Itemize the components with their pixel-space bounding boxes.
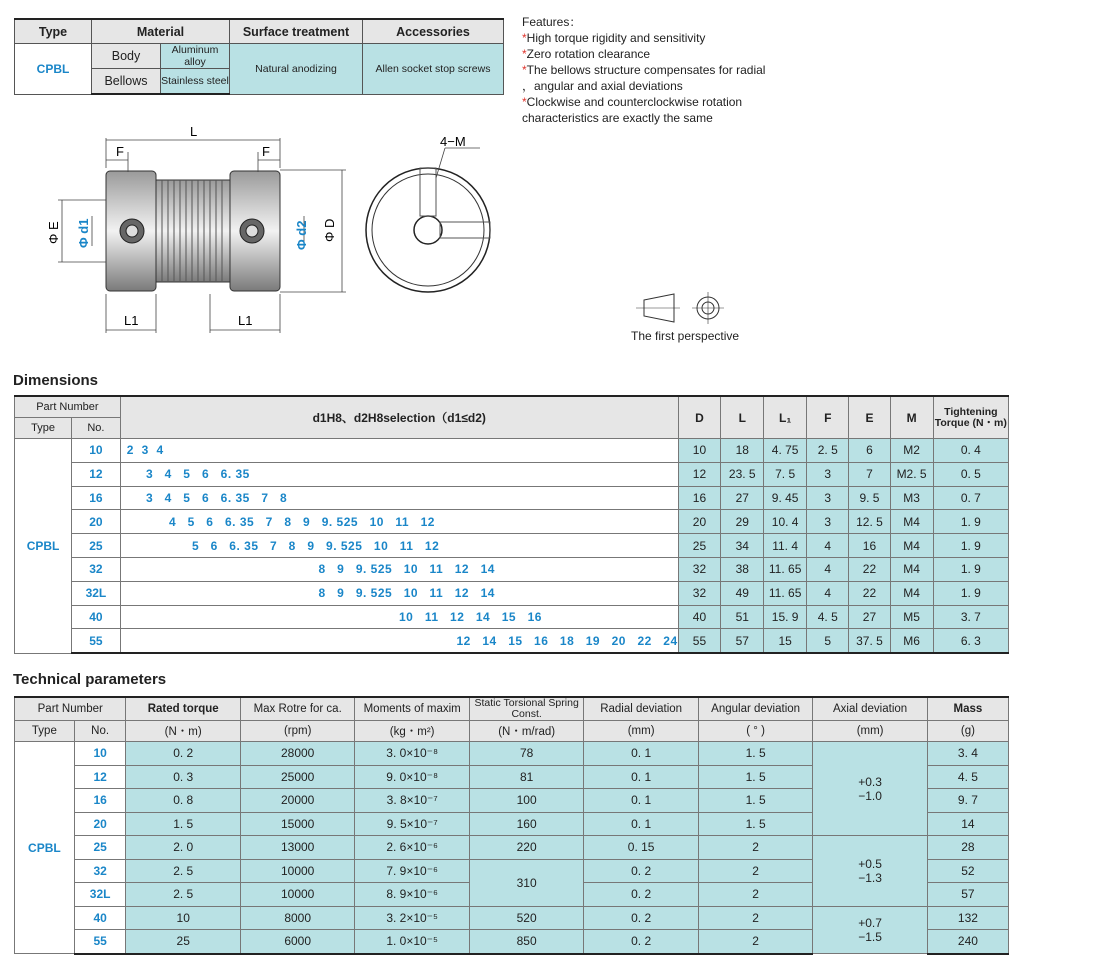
- dim-M: M3: [890, 486, 933, 510]
- part-number-header: Part Number: [15, 396, 121, 418]
- dim-M: M5: [890, 605, 933, 629]
- dim-T: 1. 9: [933, 557, 1008, 581]
- dimensions-table: [14, 395, 1009, 654]
- col-spring-top: Static Torsional Spring Const.: [469, 697, 583, 721]
- table-row: [15, 462, 1009, 486]
- dim-M: M4: [890, 581, 933, 605]
- max-rpm: 10000: [240, 859, 354, 883]
- table-row: [15, 486, 1009, 510]
- dim-D: 55: [678, 629, 721, 653]
- angular-deviation: 2: [698, 883, 812, 907]
- dim-L1: 4. 75: [764, 439, 807, 463]
- accessories-cell: Allen socket stop screws: [363, 44, 504, 95]
- dim-D: 32: [678, 557, 721, 581]
- dim-T: 1. 9: [933, 510, 1008, 534]
- label-d2: Φ d2: [294, 220, 309, 250]
- col-moment-unit: (kg・m²): [355, 721, 469, 742]
- spring-const: 78: [469, 742, 583, 766]
- dim-L: 49: [721, 581, 764, 605]
- radial-deviation: 0. 15: [584, 836, 698, 860]
- dim-L1: 15: [764, 629, 807, 653]
- dim-L1: 10. 4: [764, 510, 807, 534]
- col-torque-top: Rated torque: [126, 697, 240, 721]
- rated-torque: 2. 0: [126, 836, 240, 860]
- radial-deviation: 0. 2: [584, 930, 698, 954]
- label-E: Φ E: [46, 221, 61, 244]
- table-row: [15, 510, 1009, 534]
- features-block: [522, 14, 802, 126]
- coupling-drawing: [40, 118, 510, 340]
- feature-item-cont: ，angular and axial deviations: [522, 79, 683, 93]
- col-rpm-unit: (rpm): [240, 721, 354, 742]
- angular-deviation: 1. 5: [698, 789, 812, 813]
- angular-deviation: 1. 5: [698, 765, 812, 789]
- dim-M: M6: [890, 629, 933, 653]
- col-spring-unit: (N・m/rad): [469, 721, 583, 742]
- dim-D: 12: [678, 462, 721, 486]
- label-D: Φ D: [322, 218, 337, 242]
- dim-M: M4: [890, 557, 933, 581]
- part-no: 32L: [74, 883, 126, 907]
- table-row: [15, 836, 1009, 860]
- size-selection: 3 4 5 6 6. 35: [120, 462, 678, 486]
- part-no: 20: [72, 510, 121, 534]
- dim-F: 4: [807, 534, 849, 558]
- dim-M: M4: [890, 534, 933, 558]
- dim-E: 6: [849, 439, 890, 463]
- feature-item: *High torque rigidity and sensitivity: [522, 31, 706, 45]
- dim-E: 16: [849, 534, 890, 558]
- table-row: [15, 742, 1009, 766]
- moment-of-inertia: 9. 0×10⁻⁸: [355, 765, 469, 789]
- dim-L: 51: [721, 605, 764, 629]
- spring-const: 220: [469, 836, 583, 860]
- part-no: 12: [74, 765, 126, 789]
- col-angular-top: Angular deviation: [698, 697, 812, 721]
- dim-T: 1. 9: [933, 534, 1008, 558]
- dim-F: 3: [807, 486, 849, 510]
- dim-L: 29: [721, 510, 764, 534]
- dim-M: M2: [890, 439, 933, 463]
- col-rpm-top: Max Rotre for ca.: [240, 697, 354, 721]
- part-no: 10: [74, 742, 126, 766]
- table-row: [15, 534, 1009, 558]
- dimensions-title: Dimensions: [13, 372, 99, 389]
- col-radial-unit: (mm): [584, 721, 698, 742]
- type-cell: CPBL: [15, 439, 72, 654]
- col-angular-unit: ( ° ): [698, 721, 812, 742]
- col-moment-top: Moments of maxim: [355, 697, 469, 721]
- table-row: [15, 605, 1009, 629]
- radial-deviation: 0. 1: [584, 812, 698, 836]
- mass: 28: [927, 836, 1008, 860]
- col-L1: L₁: [764, 396, 807, 439]
- first-perspective-icon: [636, 290, 736, 326]
- col-M: M: [890, 396, 933, 439]
- col-material: Material: [92, 19, 230, 44]
- dim-E: 12. 5: [849, 510, 890, 534]
- material-body: Aluminum alloy: [161, 44, 230, 69]
- dim-T: 1. 9: [933, 581, 1008, 605]
- dim-D: 10: [678, 439, 721, 463]
- dim-L1: 9. 45: [764, 486, 807, 510]
- material-table: [14, 18, 504, 95]
- axial-lower: −1.3: [858, 870, 882, 885]
- part-no: 20: [74, 812, 126, 836]
- part-no: 32: [72, 557, 121, 581]
- label-d1: Φ d1: [76, 218, 91, 248]
- col-E: E: [849, 396, 890, 439]
- dim-L: 27: [721, 486, 764, 510]
- mass: 9. 7: [927, 789, 1008, 813]
- dim-L1: 11. 65: [764, 557, 807, 581]
- part-no: 32: [74, 859, 126, 883]
- feature-item: *Zero rotation clearance: [522, 47, 651, 61]
- size-selection: 2 3 4: [120, 439, 678, 463]
- dim-L: 23. 5: [721, 462, 764, 486]
- table-row: [15, 557, 1009, 581]
- dim-T: 3. 7: [933, 605, 1008, 629]
- col-mass-unit: (g): [927, 721, 1008, 742]
- dim-L: 34: [721, 534, 764, 558]
- spring-const: 81: [469, 765, 583, 789]
- rated-torque: 2. 5: [126, 883, 240, 907]
- moment-of-inertia: 3. 0×10⁻⁸: [355, 742, 469, 766]
- mass: 4. 5: [927, 765, 1008, 789]
- dim-L1: 15. 9: [764, 605, 807, 629]
- col-radial-top: Radial deviation: [584, 697, 698, 721]
- col-torque-unit: (N・m): [126, 721, 240, 742]
- dim-L: 57: [721, 629, 764, 653]
- angular-deviation: 2: [698, 930, 812, 954]
- max-rpm: 10000: [240, 883, 354, 907]
- star-icon: *: [522, 63, 527, 77]
- spring-const: 520: [469, 906, 583, 930]
- moment-of-inertia: 8. 9×10⁻⁶: [355, 883, 469, 907]
- axial-upper: +0.3: [858, 774, 882, 789]
- dim-F: 3: [807, 510, 849, 534]
- part-bellows: Bellows: [92, 69, 161, 95]
- moment-of-inertia: 2. 6×10⁻⁶: [355, 836, 469, 860]
- mass: 132: [927, 906, 1008, 930]
- moment-of-inertia: 1. 0×10⁻⁵: [355, 930, 469, 954]
- part-no: 16: [74, 789, 126, 813]
- star-icon: *: [522, 31, 527, 45]
- spring-const: 850: [469, 930, 583, 954]
- col-axial-unit: (mm): [813, 721, 927, 742]
- axial-upper: +0.7: [858, 915, 882, 930]
- size-selection: 10 11 12 14 15 16: [120, 605, 678, 629]
- bellows: [156, 180, 230, 282]
- rated-torque: 10: [126, 906, 240, 930]
- dim-L: 18: [721, 439, 764, 463]
- dim-F: 4: [807, 581, 849, 605]
- rated-torque: 2. 5: [126, 859, 240, 883]
- size-selection: 3 4 5 6 6. 35 7 8: [120, 486, 678, 510]
- col-axial-top: Axial deviation: [813, 697, 927, 721]
- features-title: Features：: [522, 15, 582, 29]
- axial-deviation: [813, 836, 927, 907]
- dim-E: 9. 5: [849, 486, 890, 510]
- dim-M: M4: [890, 510, 933, 534]
- radial-deviation: 0. 1: [584, 789, 698, 813]
- axial-upper: +0.5: [858, 856, 882, 871]
- label-M: 4−M: [440, 134, 466, 149]
- dim-E: 22: [849, 557, 890, 581]
- axial-deviation: [813, 742, 927, 836]
- part-no: 32L: [72, 581, 121, 605]
- dim-F: 2. 5: [807, 439, 849, 463]
- col-accessories: Accessories: [363, 19, 504, 44]
- dim-E: 37. 5: [849, 629, 890, 653]
- type-cell: CPBL: [15, 44, 92, 95]
- max-rpm: 25000: [240, 765, 354, 789]
- mass: 14: [927, 812, 1008, 836]
- max-rpm: 8000: [240, 906, 354, 930]
- max-rpm: 6000: [240, 930, 354, 954]
- max-rpm: 28000: [240, 742, 354, 766]
- dim-T: 0. 5: [933, 462, 1008, 486]
- dim-T: 6. 3: [933, 629, 1008, 653]
- dim-D: 25: [678, 534, 721, 558]
- no-header: No.: [74, 721, 126, 742]
- mass: 3. 4: [927, 742, 1008, 766]
- radial-deviation: 0. 1: [584, 765, 698, 789]
- dim-L: 38: [721, 557, 764, 581]
- radial-deviation: 0. 1: [584, 742, 698, 766]
- dim-D: 20: [678, 510, 721, 534]
- selection-header: d1H8、d2H8selection（d1≤d2): [120, 396, 678, 439]
- col-type: Type: [15, 19, 92, 44]
- dim-D: 40: [678, 605, 721, 629]
- dim-L1: 11. 65: [764, 581, 807, 605]
- radial-deviation: 0. 2: [584, 906, 698, 930]
- axial-deviation: [813, 906, 927, 954]
- dim-D: 16: [678, 486, 721, 510]
- max-rpm: 20000: [240, 789, 354, 813]
- label-L: L: [190, 124, 198, 139]
- rated-torque: 1. 5: [126, 812, 240, 836]
- dim-T: 0. 4: [933, 439, 1008, 463]
- spring-const: 310: [469, 859, 583, 906]
- technical-title: Technical parameters: [13, 671, 167, 688]
- angular-deviation: 1. 5: [698, 742, 812, 766]
- label-F-left: F: [116, 144, 124, 159]
- rated-torque: 0. 3: [126, 765, 240, 789]
- no-header: No.: [72, 418, 121, 439]
- dim-M: M2. 5: [890, 462, 933, 486]
- label-F-right: F: [262, 144, 270, 159]
- dim-E: 7: [849, 462, 890, 486]
- axial-lower: −1.0: [858, 788, 882, 803]
- spring-const: 100: [469, 789, 583, 813]
- dim-T: 0. 7: [933, 486, 1008, 510]
- part-no: 40: [74, 906, 126, 930]
- dim-F: 3: [807, 462, 849, 486]
- part-no: 55: [74, 930, 126, 954]
- dim-L1: 7. 5: [764, 462, 807, 486]
- angular-deviation: 1. 5: [698, 812, 812, 836]
- col-L: L: [721, 396, 764, 439]
- dim-D: 32: [678, 581, 721, 605]
- rated-torque: 0. 2: [126, 742, 240, 766]
- dim-E: 27: [849, 605, 890, 629]
- max-rpm: 13000: [240, 836, 354, 860]
- angular-deviation: 2: [698, 906, 812, 930]
- feature-item: *The bellows structure compensates for radial: [522, 63, 766, 77]
- moment-of-inertia: 9. 5×10⁻⁷: [355, 812, 469, 836]
- rated-torque: 25: [126, 930, 240, 954]
- feature-item-cont: characteristics are exactly the same: [522, 111, 713, 125]
- part-no: 10: [72, 439, 121, 463]
- material-bellows: Stainless steel: [161, 69, 230, 95]
- spring-const: 160: [469, 812, 583, 836]
- part-no: 25: [72, 534, 121, 558]
- label-L1-right: L1: [238, 313, 253, 328]
- part-no: 40: [72, 605, 121, 629]
- size-selection: 5 6 6. 35 7 8 9 9. 525 10 11 12: [120, 534, 678, 558]
- dim-L1: 11. 4: [764, 534, 807, 558]
- part-number-header: Part Number: [15, 697, 126, 721]
- type-header: Type: [15, 721, 75, 742]
- mass: 240: [927, 930, 1008, 954]
- table-row: [15, 581, 1009, 605]
- technical-table: [14, 696, 1009, 955]
- rated-torque: 0. 8: [126, 789, 240, 813]
- part-body: Body: [92, 44, 161, 69]
- col-F: F: [807, 396, 849, 439]
- feature-item: *Clockwise and counterclockwise rotation: [522, 95, 743, 109]
- surface-cell: Natural anodizing: [230, 44, 363, 95]
- type-cell: CPBL: [15, 742, 75, 954]
- mass: 52: [927, 859, 1008, 883]
- mass: 57: [927, 883, 1008, 907]
- max-rpm: 15000: [240, 812, 354, 836]
- table-row: [15, 439, 1009, 463]
- dim-E: 22: [849, 581, 890, 605]
- part-no: 25: [74, 836, 126, 860]
- size-selection: 8 9 9. 525 10 11 12 14: [120, 581, 678, 605]
- angular-deviation: 2: [698, 859, 812, 883]
- table-row: [15, 906, 1009, 930]
- col-D: D: [678, 396, 721, 439]
- dim-F: 4: [807, 557, 849, 581]
- part-no: 55: [72, 629, 121, 653]
- dim-F: 4. 5: [807, 605, 849, 629]
- label-L1-left: L1: [124, 313, 139, 328]
- type-header: Type: [15, 418, 72, 439]
- radial-deviation: 0. 2: [584, 859, 698, 883]
- part-no: 12: [72, 462, 121, 486]
- moment-of-inertia: 7. 9×10⁻⁶: [355, 859, 469, 883]
- moment-of-inertia: 3. 2×10⁻⁵: [355, 906, 469, 930]
- size-selection: 4 5 6 6. 35 7 8 9 9. 525 10 11 12: [120, 510, 678, 534]
- col-surface: Surface treatment: [230, 19, 363, 44]
- end-view-bore: [414, 216, 442, 244]
- col-torque: Tightening Torque (N・m): [933, 396, 1008, 439]
- star-icon: *: [522, 95, 527, 109]
- dim-F: 5: [807, 629, 849, 653]
- part-no: 16: [72, 486, 121, 510]
- size-selection: 12 14 15 16 18 19 20 22 24: [120, 629, 678, 653]
- col-mass-top: Mass: [927, 697, 1008, 721]
- size-selection: 8 9 9. 525 10 11 12 14: [120, 557, 678, 581]
- star-icon: *: [522, 47, 527, 61]
- table-row: [15, 629, 1009, 653]
- angular-deviation: 2: [698, 836, 812, 860]
- radial-deviation: 0. 2: [584, 883, 698, 907]
- axial-lower: −1.5: [858, 929, 882, 944]
- perspective-caption: The first perspective: [631, 329, 740, 343]
- moment-of-inertia: 3. 8×10⁻⁷: [355, 789, 469, 813]
